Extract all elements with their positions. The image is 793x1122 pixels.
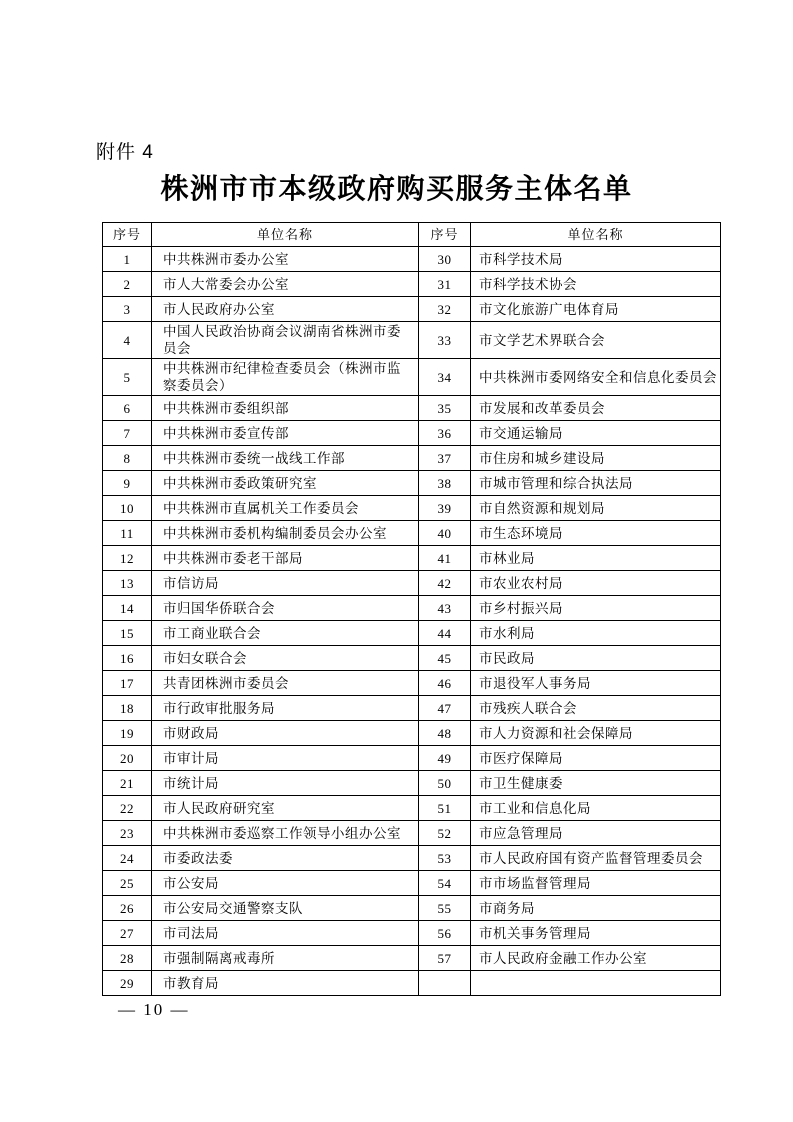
serial-cell: 51 [419,796,471,821]
unit-name-cell: 市商务局 [471,896,721,921]
table-row [103,821,721,846]
serial-cell: 57 [419,946,471,971]
serial-cell: 48 [419,721,471,746]
serial-cell: 25 [103,871,152,896]
table-header-row [103,223,721,247]
unit-name-cell: 中国人民政治协商会议湖南省株洲市委员会 [152,322,419,359]
unit-name-cell: 市工业和信息化局 [471,796,721,821]
serial-cell: 20 [103,746,152,771]
serial-cell: 54 [419,871,471,896]
unit-name-cell: 市司法局 [152,921,419,946]
unit-name-cell: 市应急管理局 [471,821,721,846]
entity-table [102,222,721,996]
serial-cell: 56 [419,921,471,946]
unit-name-cell: 市住房和城乡建设局 [471,446,721,471]
unit-name-cell: 市公安局交通警察支队 [152,896,419,921]
serial-cell: 18 [103,696,152,721]
unit-name-cell: 市妇女联合会 [152,646,419,671]
serial-cell: 44 [419,621,471,646]
serial-cell: 26 [103,896,152,921]
serial-cell: 53 [419,846,471,871]
table-row [103,846,721,871]
serial-cell: 27 [103,921,152,946]
unit-name-cell: 中共株洲市委网络安全和信息化委员会 [471,359,721,396]
serial-cell: 32 [419,297,471,322]
unit-name-cell: 市公安局 [152,871,419,896]
unit-name-cell: 中共株洲市直属机关工作委员会 [152,496,419,521]
serial-cell: 42 [419,571,471,596]
table-row [103,746,721,771]
attachment-label: 附件 4 [96,142,154,163]
table-row [103,946,721,971]
unit-name-cell: 市信访局 [152,571,419,596]
header-serial-right: 序号 [419,223,471,247]
table-row [103,771,721,796]
unit-name-cell: 市生态环境局 [471,521,721,546]
serial-cell: 31 [419,272,471,297]
serial-cell: 11 [103,521,152,546]
serial-cell: 29 [103,971,152,996]
table-row [103,921,721,946]
unit-name-cell: 市审计局 [152,746,419,771]
serial-cell: 35 [419,396,471,421]
serial-cell: 38 [419,471,471,496]
unit-name-cell: 市自然资源和规划局 [471,496,721,521]
table-row [103,272,721,297]
unit-name-cell: 中共株洲市纪律检查委员会（株洲市监察委员会） [152,359,419,396]
table-row [103,896,721,921]
unit-name-cell: 市归国华侨联合会 [152,596,419,621]
unit-name-cell: 中共株洲市委统一战线工作部 [152,446,419,471]
serial-cell: 46 [419,671,471,696]
unit-name-cell: 市农业农村局 [471,571,721,596]
unit-name-cell: 市文学艺术界联合会 [471,322,721,359]
serial-cell: 17 [103,671,152,696]
serial-cell: 22 [103,796,152,821]
serial-cell: 50 [419,771,471,796]
table-row [103,596,721,621]
serial-cell: 3 [103,297,152,322]
serial-cell: 39 [419,496,471,521]
page-number: — 10 — [118,1000,190,1019]
serial-cell: 41 [419,546,471,571]
table-row [103,546,721,571]
unit-name-cell: 市林业局 [471,546,721,571]
unit-name-cell: 市工商业联合会 [152,621,419,646]
unit-name-cell: 市市场监督管理局 [471,871,721,896]
unit-name-cell: 市科学技术协会 [471,272,721,297]
serial-cell: 7 [103,421,152,446]
unit-name-cell: 市发展和改革委员会 [471,396,721,421]
serial-cell: 16 [103,646,152,671]
header-serial-left: 序号 [103,223,152,247]
table-row [103,796,721,821]
unit-name-cell: 市残疾人联合会 [471,696,721,721]
table-row [103,247,721,272]
serial-cell: 37 [419,446,471,471]
serial-cell: 30 [419,247,471,272]
serial-cell: 23 [103,821,152,846]
unit-name-cell: 市民政局 [471,646,721,671]
serial-cell: 33 [419,322,471,359]
table-body [103,247,721,996]
serial-cell: 8 [103,446,152,471]
table-row [103,496,721,521]
unit-name-cell: 市交通运输局 [471,421,721,446]
table-row [103,521,721,546]
table-row [103,646,721,671]
unit-name-cell: 市水利局 [471,621,721,646]
unit-name-cell: 市卫生健康委 [471,771,721,796]
serial-cell: 9 [103,471,152,496]
table-row [103,359,721,396]
unit-name-cell: 市统计局 [152,771,419,796]
unit-name-cell: 市财政局 [152,721,419,746]
serial-cell: 12 [103,546,152,571]
table-row [103,671,721,696]
unit-name-cell: 中共株洲市委巡察工作领导小组办公室 [152,821,419,846]
table-row [103,871,721,896]
unit-name-cell: 中共株洲市委组织部 [152,396,419,421]
table-row [103,696,721,721]
serial-cell: 47 [419,696,471,721]
table-row [103,971,721,996]
serial-cell: 13 [103,571,152,596]
serial-cell: 24 [103,846,152,871]
serial-cell: 36 [419,421,471,446]
unit-name-cell: 市人民政府金融工作办公室 [471,946,721,971]
unit-name-cell: 中共株洲市委宣传部 [152,421,419,446]
unit-name-cell: 中共株洲市委政策研究室 [152,471,419,496]
serial-cell: 40 [419,521,471,546]
table-row [103,297,721,322]
table-row [103,396,721,421]
serial-cell: 28 [103,946,152,971]
serial-cell: 43 [419,596,471,621]
unit-name-cell: 市城市管理和综合执法局 [471,471,721,496]
unit-name-cell [471,971,721,996]
serial-cell: 2 [103,272,152,297]
unit-name-cell: 市教育局 [152,971,419,996]
serial-cell: 15 [103,621,152,646]
serial-cell: 6 [103,396,152,421]
unit-name-cell: 中共株洲市委机构编制委员会办公室 [152,521,419,546]
unit-name-cell: 市乡村振兴局 [471,596,721,621]
serial-cell: 55 [419,896,471,921]
table-row [103,322,721,359]
table-row [103,421,721,446]
unit-name-cell: 中共株洲市委老干部局 [152,546,419,571]
unit-name-cell: 市退役军人事务局 [471,671,721,696]
table-row [103,621,721,646]
unit-name-cell: 市人力资源和社会保障局 [471,721,721,746]
serial-cell: 45 [419,646,471,671]
unit-name-cell: 中共株洲市委办公室 [152,247,419,272]
unit-name-cell: 市人民政府研究室 [152,796,419,821]
unit-name-cell: 市机关事务管理局 [471,921,721,946]
unit-name-cell: 市行政审批服务局 [152,696,419,721]
unit-name-cell: 市强制隔离戒毒所 [152,946,419,971]
serial-cell: 5 [103,359,152,396]
table-row [103,721,721,746]
serial-cell: 49 [419,746,471,771]
serial-cell: 34 [419,359,471,396]
serial-cell: 52 [419,821,471,846]
unit-name-cell: 市人民政府国有资产监督管理委员会 [471,846,721,871]
serial-cell: 14 [103,596,152,621]
unit-name-cell: 共青团株洲市委员会 [152,671,419,696]
page-title: 株洲市市本级政府购买服务主体名单 [160,173,633,204]
serial-cell: 4 [103,322,152,359]
table-row [103,571,721,596]
table-row [103,471,721,496]
unit-name-cell: 市科学技术局 [471,247,721,272]
unit-name-cell: 市人民政府办公室 [152,297,419,322]
serial-cell: 21 [103,771,152,796]
serial-cell: 1 [103,247,152,272]
serial-cell: 19 [103,721,152,746]
unit-name-cell: 市文化旅游广电体育局 [471,297,721,322]
header-name-right: 单位名称 [471,223,721,247]
serial-cell [419,971,471,996]
header-name-left: 单位名称 [152,223,419,247]
table-row [103,446,721,471]
unit-name-cell: 市人大常委会办公室 [152,272,419,297]
unit-name-cell: 市医疗保障局 [471,746,721,771]
serial-cell: 10 [103,496,152,521]
unit-name-cell: 市委政法委 [152,846,419,871]
